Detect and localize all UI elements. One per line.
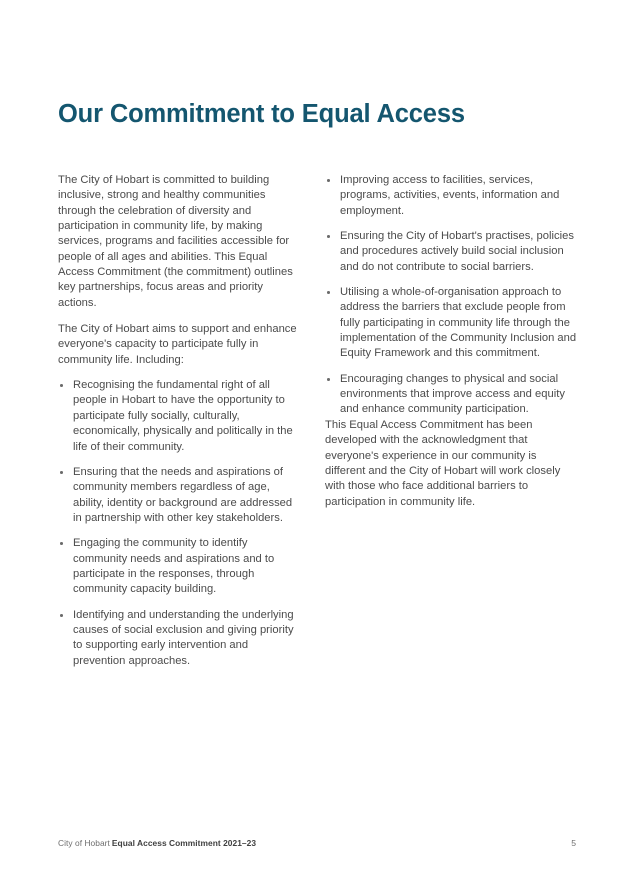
right-closing-paragraph: This Equal Access Commitment has been developed with the acknowledgment that everyone's experience in our community is different and the City of Hobart will work closely with those who face additional barriers to participation in community life.: [325, 418, 561, 508]
list-item: [58, 378, 298, 455]
list-item-text: Improving access to facilities, services, programs, activities, events, information and employment.: [340, 174, 560, 217]
list-item-text: Recognising the fundamental right of all people in Hobart to have the opportunity to participate fully socially, culturally, economically, physically and politically in the life of their community.: [73, 379, 293, 453]
list-item: [325, 285, 578, 362]
list-item: [58, 536, 298, 597]
list-item-text: Utilising a whole-of-organisation approach to address the barriers that exclude people from fully participating in community life through the implementation of the Community Inclusion and Equity Framework and this commitment.: [340, 286, 577, 360]
footer-document-title: Equal Access Commitment 2021–23: [111, 838, 257, 848]
list-item: [58, 465, 298, 526]
list-item-text: Identifying and understanding the underlying causes of social exclusion and giving priority to supporting early intervention and prevention approaches.: [73, 608, 294, 667]
footer-organisation: City of Hobart: [58, 838, 110, 848]
bullet-dot-icon: [60, 471, 63, 474]
list-item: [325, 229, 578, 275]
bullet-dot-icon: [327, 235, 330, 238]
page-footer: [58, 838, 576, 848]
list-item-text: Encouraging changes to physical and social environments that improve access and equity and enhance community participation.: [340, 372, 565, 416]
right-bullet-list: [325, 173, 578, 418]
bullet-dot-icon: [327, 179, 330, 182]
footer-caption: [58, 838, 256, 848]
left-paragraph-2: The City of Hobart aims to support and enhance everyone's capacity to participate fully in community life. Including:: [58, 323, 297, 366]
bullet-dot-icon: [60, 542, 63, 545]
bullet-dot-icon: [60, 614, 63, 617]
list-item-text: Ensuring the City of Hobart's practises, policies and procedures actively build social inclusion and do not contribute to social barriers.: [340, 230, 574, 273]
list-item: [58, 608, 298, 669]
page-number: 5: [571, 838, 576, 848]
list-item: [325, 372, 578, 418]
bullet-dot-icon: [327, 291, 330, 294]
left-column: [58, 173, 298, 669]
list-item: [325, 173, 578, 219]
list-item-text: Ensuring that the needs and aspirations of community members regardless of age, ability, identity or background are addressed in partnership with other key stakeholders.: [73, 465, 293, 524]
bullet-dot-icon: [60, 384, 63, 387]
body-columns: [58, 173, 577, 669]
right-column: [325, 173, 578, 510]
page-title: Our Commitment to Equal Access: [58, 100, 465, 128]
left-paragraph-1: The City of Hobart is committed to building inclusive, strong and healthy communities through the celebration of diversity and participation in community life, by making services, programs and facilities accessible for people of all ages and abilities. This Equal Access Commitment (the commitment) outlines key partnerships, focus areas and priority actions.: [58, 174, 293, 309]
list-item-text: Engaging the community to identify community needs and aspirations and to participate in the responses, through community capacity building.: [73, 537, 275, 596]
bullet-dot-icon: [327, 378, 330, 381]
left-bullet-list: [58, 378, 298, 669]
